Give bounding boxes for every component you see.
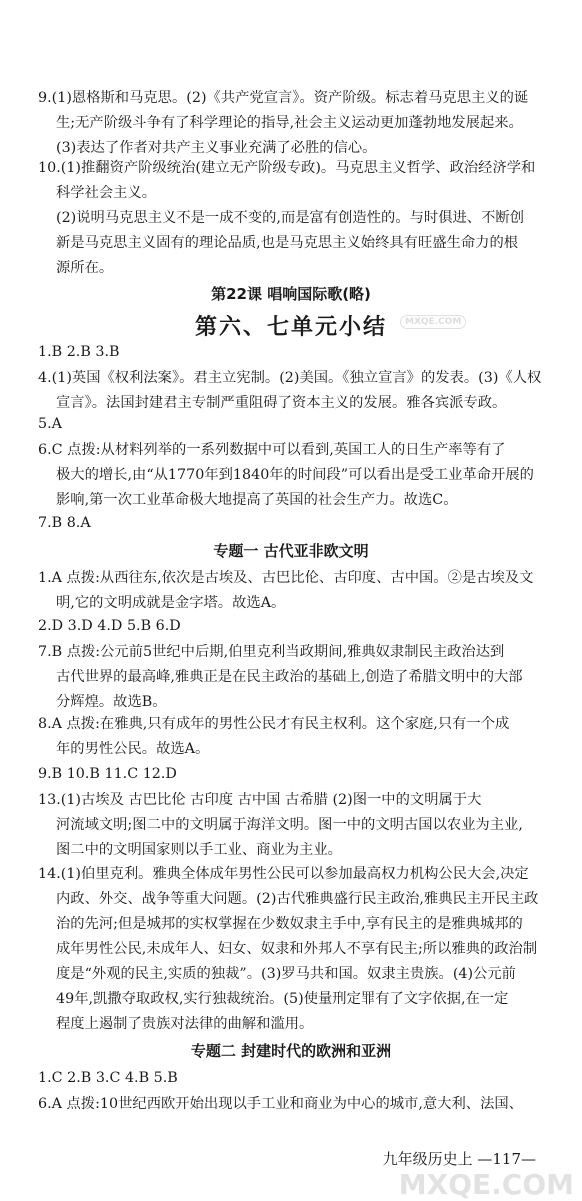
text-line: 明,它的文明成就是金字塔。故选A。 <box>56 595 286 611</box>
text-line: 9.(1)恩格斯和马克思。(2)《共产党宣言》。资产阶级。标志着马克思主义的诞 <box>38 90 529 106</box>
text-line: (3)表达了作者对共产主义事业充满了必胜的信心。 <box>56 140 377 156</box>
text-line: 4.(1)英国《权利法案》。君主立宪制。(2)美国。《独立宣言》的发表。(3)《人权 <box>38 370 542 386</box>
text-line: 7.B 8.A <box>38 515 91 531</box>
text-line: 5.A <box>38 416 62 432</box>
text-line: 8.A 点拨:在雅典,只有成年的男性公民才有民主权利。这个家庭,只有一个成 <box>38 716 510 732</box>
summary-answer-4 <box>38 366 578 416</box>
answer-9 <box>38 86 578 161</box>
watermark-badge: MXQE.COM <box>400 315 466 329</box>
topic2-answer-6 <box>38 1092 578 1117</box>
text-line: 生;无产阶级斗争有了科学理论的指导,社会主义运动更加蓬勃地发展起来。 <box>56 115 523 131</box>
text-line: 古代世界的最高峰,雅典正是在民主政治的基础上,创造了希腊文明中的大部 <box>56 669 523 685</box>
text-line: 1.B 2.B 3.B <box>38 344 120 360</box>
page-footer: 九年级历史上 —117— <box>382 1150 536 1168</box>
topic1-answer-14 <box>38 862 578 1037</box>
topic1-answers-9-12 <box>38 762 578 787</box>
topic1-answer-1 <box>38 566 578 616</box>
summary-answers-7-8 <box>38 511 578 536</box>
answer-10 <box>38 156 578 281</box>
text-line: 图二中的文明国家则以手工业、商业为主业。 <box>56 842 342 858</box>
text-line: 度是“外观的民主,实质的独裁”。(3)罗马共和国。奴隶主贵族。(4)公元前 <box>56 966 516 982</box>
text-line: 源所在。 <box>56 260 114 276</box>
text-line: 7.B 点拨:公元前5世纪中后期,伯里克利当政期间,雅典奴隶制民主政治达到 <box>38 644 505 660</box>
text-line: 6.C 点拨:从材料列举的一系列数据中可以看到,英国工人的日生产率等有了 <box>38 442 506 458</box>
text-line: 河流域文明;图二中的文明属于海洋文明。图一中的文明古国以农业为主业, <box>56 817 523 833</box>
text-line: 影响,第一次工业革命极大地提高了英国的社会生产力。故选C。 <box>56 492 458 508</box>
text-line: 9.B 10.B 11.C 12.D <box>38 766 177 782</box>
text-line: (2)说明马克思主义不是一成不变的,而是富有创造性的。与时俱进、不断创 <box>56 210 524 226</box>
text-line: 治的先河;但是城邦的实权掌握在少数奴隶主手中,享有民主的是雅典城邦的 <box>56 916 523 932</box>
text-line: 内政、外交、战争等重大问题。(2)古代雅典盛行民主政治,雅典民主开民主政 <box>56 891 539 907</box>
text-line: 新是马克思主义固有的理论品质,也是马克思主义始终具有旺盛生命力的根 <box>56 235 519 251</box>
summary-answer-6 <box>38 438 578 513</box>
text-line: 14.(1)伯里克利。雅典全体成年男性公民可以参加最高权力机构公民大会,决定 <box>38 866 529 882</box>
text-line: 2.D 3.D 4.D 5.B 6.D <box>38 618 181 634</box>
text-line: 10.(1)推翻资产阶级统治(建立无产阶级专政)。马克思主义哲学、政治经济学和 <box>38 160 536 176</box>
topic1-answers-2-6 <box>38 614 578 639</box>
lesson-22-heading: 第22课 唱响国际歌(略) <box>211 285 371 303</box>
text-line: 1.C 2.B 3.C 4.B 5.B <box>38 1070 178 1086</box>
text-line: 程度上遏制了贵族对法律的曲解和滥用。 <box>56 1016 314 1032</box>
unit-summary-heading: 第六、七单元小结 <box>194 314 387 340</box>
summary-answer-5 <box>38 412 578 437</box>
topic1-answer-7 <box>38 640 578 715</box>
text-line: 1.A 点拨:从西往东,依次是古埃及、古巴比伦、古印度、古中国。②是古埃及文 <box>38 570 534 586</box>
topic1-answer-13 <box>38 788 578 863</box>
text-line: 科学社会主义。 <box>56 185 157 201</box>
text-line: 13.(1)古埃及 古巴比伦 古印度 古中国 古希腊 (2)图一中的文明属于大 <box>38 792 482 808</box>
topic-1-heading: 专题一 古代亚非欧文明 <box>213 542 369 560</box>
text-line: 年的男性公民。故选A。 <box>56 741 210 757</box>
text-line: 极大的增长,由“从1770年到1840年的时间段”可以看出是受工业革命开展的 <box>56 467 534 483</box>
text-line: 49年,凯撒夺取政权,实行独裁统治。(5)使量刑定罪有了文字依据,在一定 <box>56 991 509 1007</box>
summary-answers-1-3 <box>38 340 578 365</box>
text-line: 宣言》。法国封建君主专制严重阻碍了资本主义的发展。雅各宾派专政。 <box>56 395 507 411</box>
text-line: 成年男性公民,未成年人、妇女、奴隶和外邦人不享有民主;所以雅典的政治制 <box>56 941 538 957</box>
watermark-logo: MXQE.COM <box>398 1168 574 1201</box>
topic2-answers-1-5 <box>38 1066 578 1091</box>
topic-2-heading: 专题二 封建时代的欧洲和亚洲 <box>190 1042 392 1060</box>
text-line: 6.A 点拨:10世纪西欧开始出现以手工业和商业为中心的城市,意大利、法国、 <box>38 1096 523 1112</box>
text-line: 分辉煌。故选B。 <box>56 694 167 710</box>
topic1-answer-8 <box>38 712 578 762</box>
